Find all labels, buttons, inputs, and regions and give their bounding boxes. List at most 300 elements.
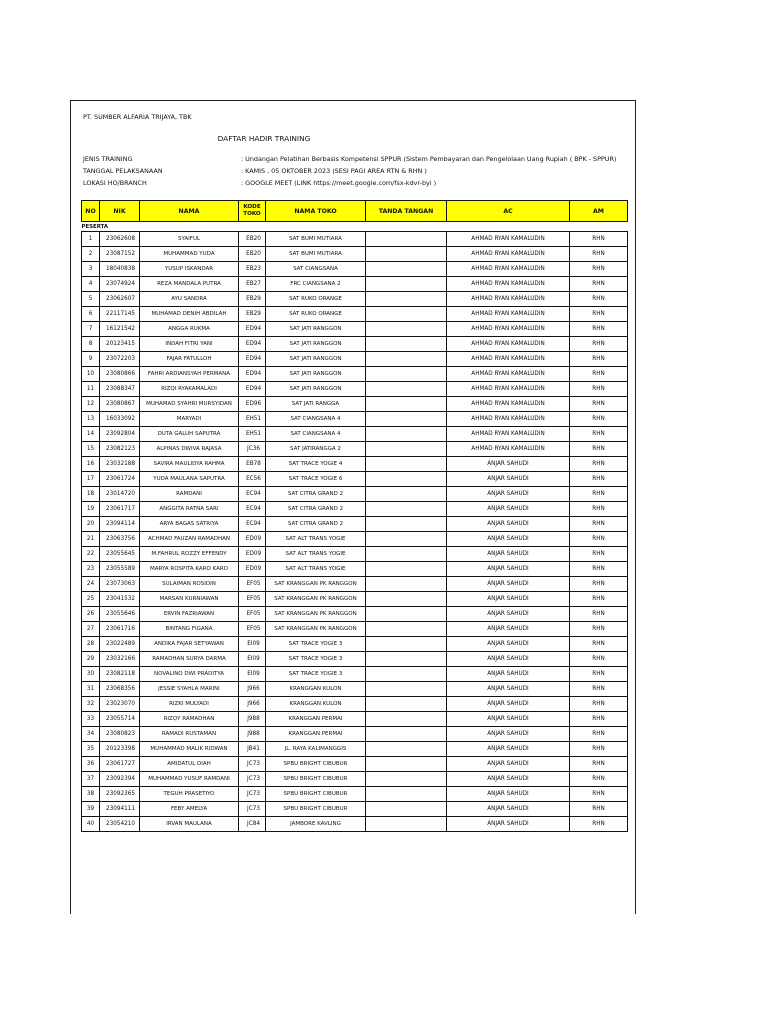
- cell-tanda-tangan: [366, 757, 447, 772]
- cell-no: 37: [82, 772, 100, 787]
- cell-kode-toko: ED96: [239, 397, 266, 412]
- cell-ac: ANJAR SAHUDI: [447, 622, 570, 637]
- cell-no: 7: [82, 322, 100, 337]
- cell-am: RHN: [570, 622, 628, 637]
- cell-nik: 23014720: [100, 487, 140, 502]
- cell-nik: 23054210: [100, 817, 140, 832]
- cell-ac: AHMAD RYAN KAMALUDIN: [447, 277, 570, 292]
- cell-kode-toko: ED09: [239, 547, 266, 562]
- cell-ac: ANJAR SAHUDI: [447, 592, 570, 607]
- table-row: [82, 412, 628, 427]
- cell-nama-toko: SAT RUKO ORANGE: [266, 307, 366, 322]
- cell-ac: ANJAR SAHUDI: [447, 637, 570, 652]
- cell-nama-toko: SAT ALT TRANS YOGIE: [266, 547, 366, 562]
- cell-tanda-tangan: [366, 592, 447, 607]
- meta-value-date: : KAMIS , 05 OKTOBER 2023 (SESI PAGI AREA RTN & RHN ): [241, 167, 427, 175]
- cell-nama: YUSUP ISKANDAR: [140, 262, 239, 277]
- cell-kode-toko: J966: [239, 682, 266, 697]
- cell-ac: AHMAD RYAN KAMALUDIN: [447, 352, 570, 367]
- table-row: [82, 532, 628, 547]
- cell-no: 10: [82, 367, 100, 382]
- cell-am: RHN: [570, 532, 628, 547]
- cell-ac: AHMAD RYAN KAMALUDIN: [447, 397, 570, 412]
- cell-no: 17: [82, 472, 100, 487]
- cell-tanda-tangan: [366, 412, 447, 427]
- table-row: [82, 787, 628, 802]
- cell-nama-toko: JAMBORE KAVLING: [266, 817, 366, 832]
- cell-tanda-tangan: [366, 322, 447, 337]
- cell-nik: 23088347: [100, 382, 140, 397]
- cell-kode-toko: EF05: [239, 607, 266, 622]
- cell-nik: 23063756: [100, 532, 140, 547]
- cell-nama-toko: SAT JATI RANGGON: [266, 367, 366, 382]
- cell-no: 3: [82, 262, 100, 277]
- cell-nama: RAMADHAN SURYA DARMA: [140, 652, 239, 667]
- cell-kode-toko: ED94: [239, 322, 266, 337]
- cell-nik: 23041532: [100, 592, 140, 607]
- cell-kode-toko: J966: [239, 697, 266, 712]
- cell-kode-toko: JC73: [239, 757, 266, 772]
- cell-kode-toko: EH51: [239, 412, 266, 427]
- table-row: [82, 562, 628, 577]
- cell-nama: FAHRI ARDIANSYAH PERMANA: [140, 367, 239, 382]
- cell-nik: 23092804: [100, 427, 140, 442]
- cell-nama: FAJAR FATULLOH: [140, 352, 239, 367]
- cell-nama-toko: SAT JATI RANGGON: [266, 352, 366, 367]
- cell-tanda-tangan: [366, 457, 447, 472]
- cell-nama: DUTA GALUH SAPUTRA: [140, 427, 239, 442]
- cell-ac: ANJAR SAHUDI: [447, 472, 570, 487]
- table-row: [82, 382, 628, 397]
- cell-kode-toko: JC73: [239, 772, 266, 787]
- cell-no: 20: [82, 517, 100, 532]
- cell-nama-toko: SPBU BRIGHT CIBUBUR: [266, 787, 366, 802]
- cell-nama: M.FAHRUL ROZZY EFFENDY: [140, 547, 239, 562]
- cell-no: 36: [82, 757, 100, 772]
- cell-nama: ANDIKA FAJAR SETYAWAN: [140, 637, 239, 652]
- header-kode-line2: TOKO: [243, 211, 261, 217]
- cell-tanda-tangan: [366, 577, 447, 592]
- cell-am: RHN: [570, 352, 628, 367]
- cell-am: RHN: [570, 592, 628, 607]
- cell-tanda-tangan: [366, 397, 447, 412]
- table-header-row: [82, 201, 628, 222]
- cell-ac: AHMAD RYAN KAMALUDIN: [447, 292, 570, 307]
- cell-nama-toko: KRANGGAN KULON: [266, 697, 366, 712]
- cell-no: 23: [82, 562, 100, 577]
- table-row: [82, 352, 628, 367]
- cell-nama: MARSAN KURNIAWAN: [140, 592, 239, 607]
- cell-nama: MUHAMAD SYAHRI MURSYIDAN: [140, 397, 239, 412]
- cell-nik: 23092365: [100, 787, 140, 802]
- table-row: [82, 607, 628, 622]
- cell-tanda-tangan: [366, 637, 447, 652]
- cell-no: 13: [82, 412, 100, 427]
- cell-ac: AHMAD RYAN KAMALUDIN: [447, 247, 570, 262]
- cell-ac: ANJAR SAHUDI: [447, 817, 570, 832]
- cell-tanda-tangan: [366, 367, 447, 382]
- cell-tanda-tangan: [366, 607, 447, 622]
- cell-nama: ALPINAS DWIVA RAJASA: [140, 442, 239, 457]
- table-row: [82, 772, 628, 787]
- cell-am: RHN: [570, 487, 628, 502]
- cell-kode-toko: EH51: [239, 427, 266, 442]
- cell-no: 25: [82, 592, 100, 607]
- cell-ac: ANJAR SAHUDI: [447, 742, 570, 757]
- cell-tanda-tangan: [366, 487, 447, 502]
- header-no: NO: [82, 201, 100, 222]
- cell-am: RHN: [570, 637, 628, 652]
- cell-am: RHN: [570, 577, 628, 592]
- table-row: [82, 577, 628, 592]
- cell-nik: 23080823: [100, 727, 140, 742]
- cell-nama-toko: SAT CIANGSANA 4: [266, 427, 366, 442]
- cell-no: 21: [82, 532, 100, 547]
- cell-tanda-tangan: [366, 292, 447, 307]
- cell-nik: 23080867: [100, 397, 140, 412]
- cell-am: RHN: [570, 607, 628, 622]
- cell-nama-toko: KRANGGAN KULON: [266, 682, 366, 697]
- cell-ac: AHMAD RYAN KAMALUDIN: [447, 442, 570, 457]
- cell-kode-toko: EB29: [239, 307, 266, 322]
- cell-nik: 23055714: [100, 712, 140, 727]
- cell-nik: 23023070: [100, 697, 140, 712]
- meta-label-date: TANGGAL PELAKSANAAN: [83, 167, 163, 175]
- cell-kode-toko: J988: [239, 727, 266, 742]
- table-row: [82, 322, 628, 337]
- cell-am: RHN: [570, 307, 628, 322]
- cell-am: RHN: [570, 817, 628, 832]
- cell-nik: 23072203: [100, 352, 140, 367]
- cell-am: RHN: [570, 472, 628, 487]
- table-row: [82, 637, 628, 652]
- cell-no: 19: [82, 502, 100, 517]
- cell-tanda-tangan: [366, 712, 447, 727]
- cell-nama: AYU SANDRA: [140, 292, 239, 307]
- table-row: [82, 652, 628, 667]
- cell-no: 2: [82, 247, 100, 262]
- cell-tanda-tangan: [366, 337, 447, 352]
- cell-ac: AHMAD RYAN KAMALUDIN: [447, 412, 570, 427]
- cell-kode-toko: EC94: [239, 517, 266, 532]
- cell-kode-toko: JC73: [239, 802, 266, 817]
- cell-nama: NOVALINO DWI PRADITYA: [140, 667, 239, 682]
- cell-ac: AHMAD RYAN KAMALUDIN: [447, 232, 570, 247]
- cell-kode-toko: EB27: [239, 277, 266, 292]
- cell-nama-toko: SAT JATIRANGGA 2: [266, 442, 366, 457]
- cell-ac: ANJAR SAHUDI: [447, 547, 570, 562]
- cell-no: 34: [82, 727, 100, 742]
- cell-no: 38: [82, 787, 100, 802]
- cell-am: RHN: [570, 442, 628, 457]
- cell-no: 27: [82, 622, 100, 637]
- cell-kode-toko: EC56: [239, 472, 266, 487]
- attendance-sheet: [70, 100, 636, 914]
- table-row: [82, 442, 628, 457]
- cell-nama-toko: SAT TRACE YOGIE 6: [266, 472, 366, 487]
- cell-am: RHN: [570, 652, 628, 667]
- cell-nama: ANGGITA RATNA SARI: [140, 502, 239, 517]
- cell-nama-toko: SAT KRANGGAN PK RANGGON: [266, 622, 366, 637]
- cell-am: RHN: [570, 292, 628, 307]
- cell-nik: 23055646: [100, 607, 140, 622]
- cell-nama: MARYADI: [140, 412, 239, 427]
- cell-nama: RAMDANI: [140, 487, 239, 502]
- cell-ac: ANJAR SAHUDI: [447, 772, 570, 787]
- cell-nik: 23092394: [100, 772, 140, 787]
- cell-nama: MARYA ROSPITA KARO KARO: [140, 562, 239, 577]
- cell-nama-toko: KRANGGAN PERMAI: [266, 727, 366, 742]
- cell-nama: IRVAN MAULANA: [140, 817, 239, 832]
- section-label: PESERTA: [81, 223, 109, 230]
- table-row: [82, 292, 628, 307]
- cell-ac: ANJAR SAHUDI: [447, 667, 570, 682]
- cell-ac: ANJAR SAHUDI: [447, 457, 570, 472]
- cell-kode-toko: EF05: [239, 592, 266, 607]
- cell-ac: AHMAD RYAN KAMALUDIN: [447, 427, 570, 442]
- cell-nik: 23082123: [100, 442, 140, 457]
- cell-nama: TEGUH PRASETIYO: [140, 787, 239, 802]
- cell-nama-toko: SAT ALT TRANS YOGIE: [266, 532, 366, 547]
- cell-nama: MUHAMMAD YUDA: [140, 247, 239, 262]
- cell-nama: SULAIMAN ROSIDIN: [140, 577, 239, 592]
- cell-kode-toko: JB41: [239, 742, 266, 757]
- cell-nama-toko: SAT JATI RANGGON: [266, 322, 366, 337]
- cell-nama: INDAH FITRI YANI: [140, 337, 239, 352]
- cell-ac: ANJAR SAHUDI: [447, 577, 570, 592]
- cell-nik: 23094111: [100, 802, 140, 817]
- cell-kode-toko: EI09: [239, 637, 266, 652]
- cell-am: RHN: [570, 337, 628, 352]
- cell-tanda-tangan: [366, 787, 447, 802]
- cell-am: RHN: [570, 427, 628, 442]
- cell-tanda-tangan: [366, 727, 447, 742]
- document-title: DAFTAR HADIR TRAINING: [217, 134, 311, 143]
- table-row: [82, 697, 628, 712]
- cell-tanda-tangan: [366, 817, 447, 832]
- cell-nama-toko: SAT JATI RANGGON: [266, 382, 366, 397]
- meta-value-location: : GOOGLE MEET (LINK https://meet.google.com/fsx-kdvr-byi ): [241, 179, 437, 187]
- cell-tanda-tangan: [366, 532, 447, 547]
- cell-nama: ARYA BAGAS SATRIYA: [140, 517, 239, 532]
- cell-nama: AMIDATUL DIAH: [140, 757, 239, 772]
- cell-nik: 23061727: [100, 757, 140, 772]
- cell-nama: FEBY AMELYA: [140, 802, 239, 817]
- table-row: [82, 457, 628, 472]
- cell-am: RHN: [570, 457, 628, 472]
- attendance-table: [81, 200, 628, 832]
- meta-label-location: LOKASI HO/BRANCH: [83, 179, 147, 187]
- cell-am: RHN: [570, 712, 628, 727]
- cell-nik: 23032166: [100, 652, 140, 667]
- cell-am: RHN: [570, 727, 628, 742]
- cell-am: RHN: [570, 367, 628, 382]
- cell-tanda-tangan: [366, 277, 447, 292]
- cell-am: RHN: [570, 247, 628, 262]
- cell-nik: 18040838: [100, 262, 140, 277]
- cell-kode-toko: ED09: [239, 562, 266, 577]
- cell-am: RHN: [570, 562, 628, 577]
- cell-no: 22: [82, 547, 100, 562]
- cell-am: RHN: [570, 382, 628, 397]
- cell-am: RHN: [570, 262, 628, 277]
- cell-no: 30: [82, 667, 100, 682]
- cell-ac: AHMAD RYAN KAMALUDIN: [447, 382, 570, 397]
- cell-ac: AHMAD RYAN KAMALUDIN: [447, 367, 570, 382]
- cell-ac: ANJAR SAHUDI: [447, 697, 570, 712]
- cell-tanda-tangan: [366, 697, 447, 712]
- cell-nama-toko: SAT KRANGGAN PK RANGGON: [266, 607, 366, 622]
- cell-tanda-tangan: [366, 382, 447, 397]
- cell-tanda-tangan: [366, 307, 447, 322]
- cell-tanda-tangan: [366, 517, 447, 532]
- cell-kode-toko: EB78: [239, 457, 266, 472]
- table-row: [82, 802, 628, 817]
- cell-nama-toko: SAT JATI RANGGA: [266, 397, 366, 412]
- cell-tanda-tangan: [366, 247, 447, 262]
- cell-kode-toko: J988: [239, 712, 266, 727]
- table-row: [82, 727, 628, 742]
- cell-nik: 23061724: [100, 472, 140, 487]
- table-row: [82, 247, 628, 262]
- table-row: [82, 472, 628, 487]
- cell-tanda-tangan: [366, 802, 447, 817]
- cell-nama-toko: KRANGGAN PERMAI: [266, 712, 366, 727]
- cell-nik: 23055645: [100, 547, 140, 562]
- cell-ac: ANJAR SAHUDI: [447, 502, 570, 517]
- cell-ac: ANJAR SAHUDI: [447, 712, 570, 727]
- cell-am: RHN: [570, 697, 628, 712]
- cell-no: 12: [82, 397, 100, 412]
- cell-tanda-tangan: [366, 472, 447, 487]
- cell-nama: SAVIRA MAULIDYA RAHMA: [140, 457, 239, 472]
- table-row: [82, 622, 628, 637]
- cell-ac: ANJAR SAHUDI: [447, 757, 570, 772]
- cell-nik: 20123398: [100, 742, 140, 757]
- cell-am: RHN: [570, 547, 628, 562]
- cell-ac: ANJAR SAHUDI: [447, 607, 570, 622]
- cell-no: 33: [82, 712, 100, 727]
- cell-no: 15: [82, 442, 100, 457]
- cell-no: 29: [82, 652, 100, 667]
- cell-kode-toko: EC94: [239, 502, 266, 517]
- table-row: [82, 232, 628, 247]
- cell-kode-toko: EB20: [239, 247, 266, 262]
- cell-am: RHN: [570, 802, 628, 817]
- cell-kode-toko: EB23: [239, 262, 266, 277]
- cell-kode-toko: ED94: [239, 367, 266, 382]
- table-row: [82, 427, 628, 442]
- cell-ac: ANJAR SAHUDI: [447, 727, 570, 742]
- cell-nik: 20123415: [100, 337, 140, 352]
- cell-am: RHN: [570, 277, 628, 292]
- cell-nik: 23080866: [100, 367, 140, 382]
- table-row: [82, 367, 628, 382]
- cell-no: 39: [82, 802, 100, 817]
- cell-tanda-tangan: [366, 682, 447, 697]
- cell-ac: ANJAR SAHUDI: [447, 787, 570, 802]
- table-row: [82, 817, 628, 832]
- cell-ac: ANJAR SAHUDI: [447, 562, 570, 577]
- cell-tanda-tangan: [366, 742, 447, 757]
- cell-am: RHN: [570, 502, 628, 517]
- cell-no: 35: [82, 742, 100, 757]
- cell-ac: AHMAD RYAN KAMALUDIN: [447, 322, 570, 337]
- table-body: [82, 222, 628, 832]
- cell-nama-toko: SAT CITRA GRAND 2: [266, 487, 366, 502]
- cell-tanda-tangan: [366, 502, 447, 517]
- cell-no: 32: [82, 697, 100, 712]
- header-kode-line1: KODE: [243, 204, 261, 210]
- cell-kode-toko: JC84: [239, 817, 266, 832]
- cell-am: RHN: [570, 322, 628, 337]
- cell-ac: ANJAR SAHUDI: [447, 682, 570, 697]
- cell-nama: RAMADI RUSTAMAN: [140, 727, 239, 742]
- cell-nama: ACHMAD FAUZAN RAMADHAN: [140, 532, 239, 547]
- cell-nama-toko: SAT ALT TRANS YOGIE: [266, 562, 366, 577]
- cell-am: RHN: [570, 412, 628, 427]
- header-kode-toko: [239, 201, 266, 222]
- cell-am: RHN: [570, 517, 628, 532]
- cell-ac: AHMAD RYAN KAMALUDIN: [447, 337, 570, 352]
- cell-nama: RIZKI MULYADI: [140, 697, 239, 712]
- cell-ac: AHMAD RYAN KAMALUDIN: [447, 307, 570, 322]
- company-name: PT. SUMBER ALFARIA TRIJAYA, TBK: [83, 113, 192, 121]
- cell-tanda-tangan: [366, 622, 447, 637]
- table-row: [82, 547, 628, 562]
- cell-nik: 23062607: [100, 292, 140, 307]
- cell-am: RHN: [570, 772, 628, 787]
- cell-ac: ANJAR SAHUDI: [447, 517, 570, 532]
- cell-nik: 16121542: [100, 322, 140, 337]
- cell-nik: 23074924: [100, 277, 140, 292]
- cell-tanda-tangan: [366, 667, 447, 682]
- header-nama-toko: NAMA TOKO: [266, 201, 366, 222]
- cell-nama: RIZQI RYAKAMALADI: [140, 382, 239, 397]
- cell-no: 14: [82, 427, 100, 442]
- cell-nik: 23032188: [100, 457, 140, 472]
- cell-nama: MUHAMMAD YUSUF RAMDANI: [140, 772, 239, 787]
- cell-am: RHN: [570, 757, 628, 772]
- meta-value-training-type: : Undangan Pelatihan Berbasis Kompetensi SPPUR (Sistem Pembayaran dan Pengelolaan Uang Rupiah ( BPK - SPPUR): [241, 155, 617, 163]
- cell-am: RHN: [570, 667, 628, 682]
- cell-nama-toko: SPBU BRIGHT CIBUBUR: [266, 757, 366, 772]
- cell-am: RHN: [570, 787, 628, 802]
- cell-nama: YUDA MAULANA SAPUTRA: [140, 472, 239, 487]
- cell-kode-toko: ED94: [239, 352, 266, 367]
- cell-tanda-tangan: [366, 547, 447, 562]
- cell-nama-toko: SPBU BRIGHT CIBUBUR: [266, 772, 366, 787]
- cell-kode-toko: JC36: [239, 442, 266, 457]
- cell-nik: 22117145: [100, 307, 140, 322]
- header-nama: NAMA: [140, 201, 239, 222]
- cell-nik: 23022489: [100, 637, 140, 652]
- cell-nik: 16033092: [100, 412, 140, 427]
- cell-tanda-tangan: [366, 232, 447, 247]
- cell-nik: 23087152: [100, 247, 140, 262]
- cell-nik: 23073063: [100, 577, 140, 592]
- header-am: AM: [570, 201, 628, 222]
- cell-am: RHN: [570, 397, 628, 412]
- cell-nama-toko: SAT KRANGGAN PK RANGGON: [266, 592, 366, 607]
- table-row: [82, 757, 628, 772]
- cell-nik: 23068356: [100, 682, 140, 697]
- cell-nik: 23082118: [100, 667, 140, 682]
- cell-nama: MUHAMAD DENIH ABDILAH: [140, 307, 239, 322]
- cell-kode-toko: EB20: [239, 232, 266, 247]
- cell-no: 4: [82, 277, 100, 292]
- cell-nik: 23094114: [100, 517, 140, 532]
